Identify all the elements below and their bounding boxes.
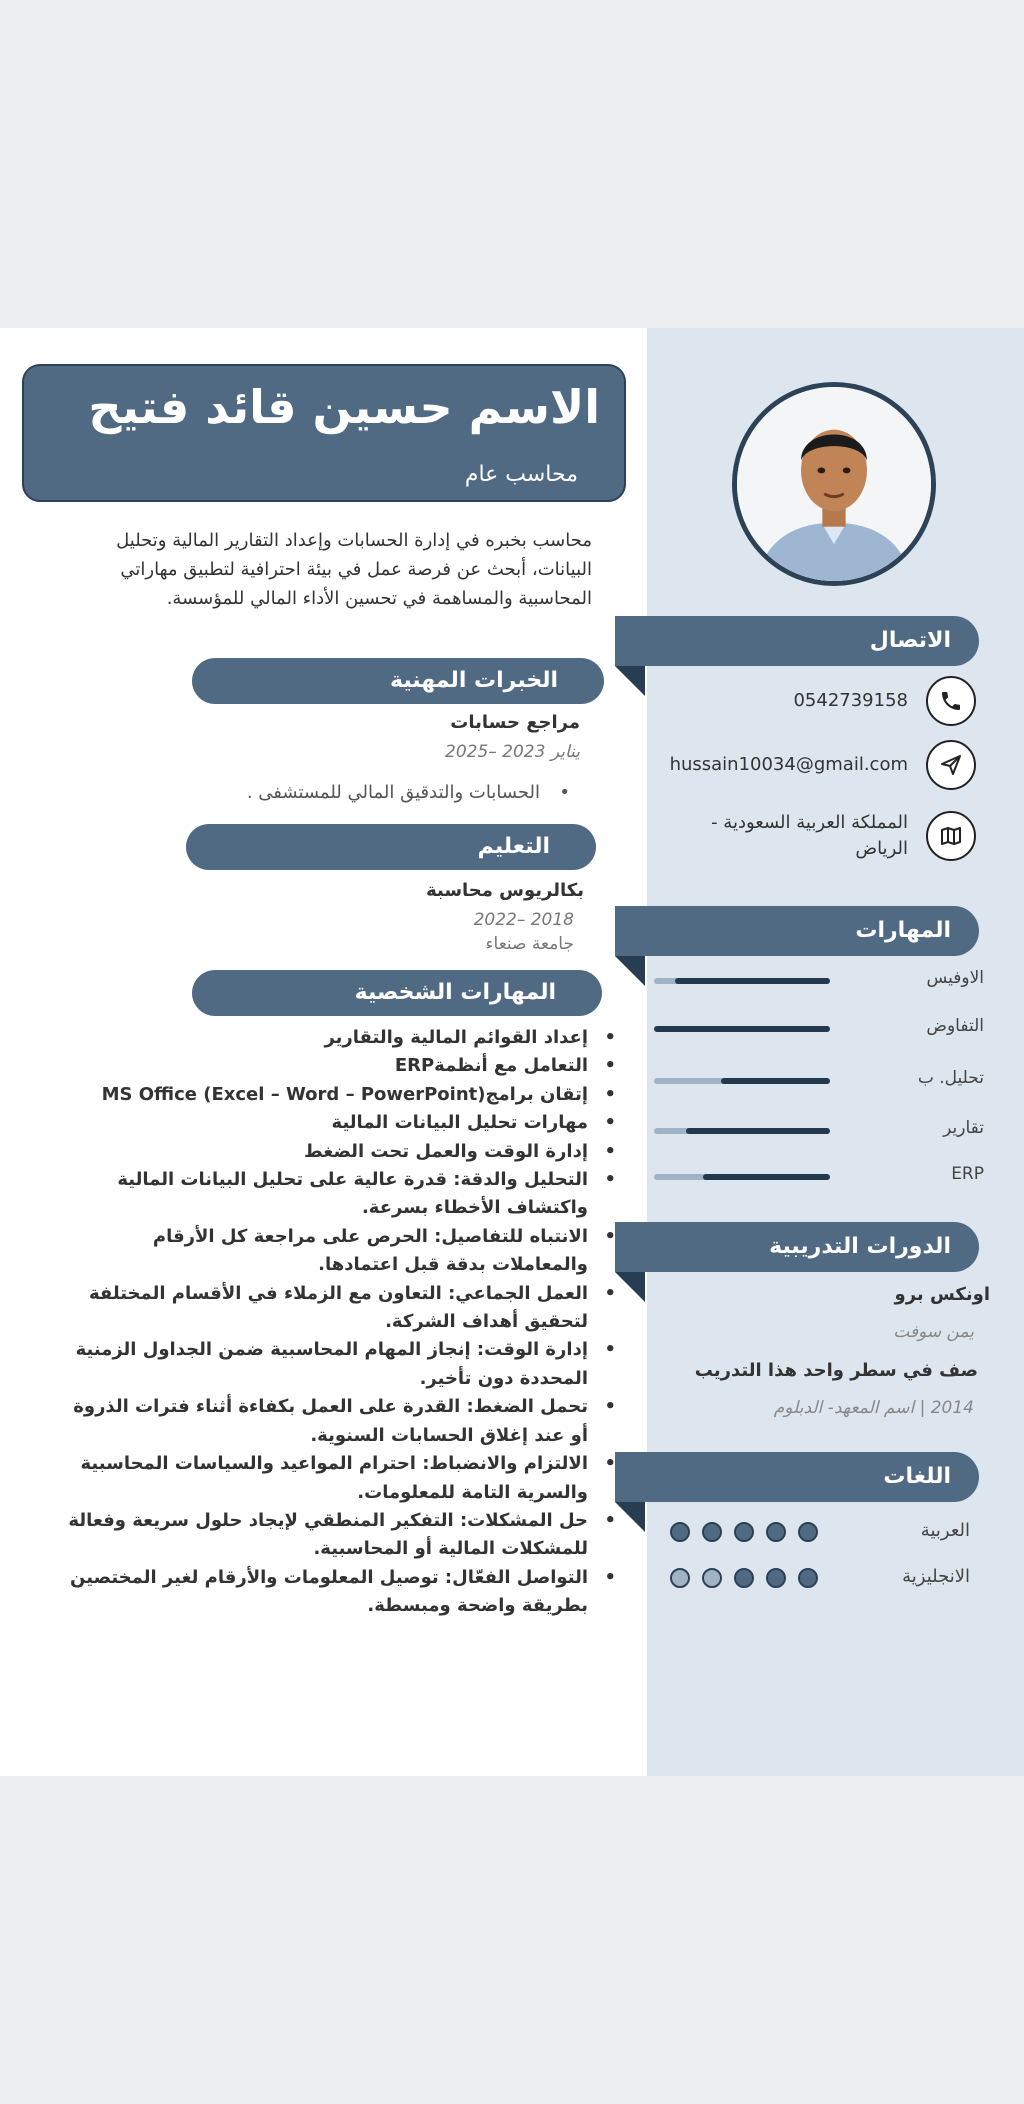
personal-skill-item: • حل المشكلات: التفكير المنطقي لإيجاد حلول سريعة وفعالة للمشكلات المالية أو المحاسبية. — [60, 1507, 600, 1564]
language-level-dots — [670, 1568, 818, 1588]
skill-row — [654, 968, 984, 992]
education-heading — [186, 824, 596, 870]
education-date: 2018 –2022 — [473, 910, 574, 930]
ribbon-fold — [615, 1502, 645, 1532]
language-level-dot — [670, 1522, 690, 1542]
resume-sidebar — [647, 328, 1024, 1776]
language-label: العربية — [920, 1520, 970, 1541]
personal-skill-item: • تحمل الضغط: القدرة على العمل بكفاءة أثناء فترات الذروة أو عند إغلاق الحسابات السنوية. — [60, 1393, 600, 1450]
skill-level-fill — [654, 1026, 830, 1032]
skill-level-fill — [686, 1128, 830, 1134]
skills-heading — [615, 906, 979, 956]
languages-heading — [615, 1452, 979, 1502]
skill-level-bar — [654, 1128, 830, 1134]
phone-text: 0542739158 — [793, 690, 908, 711]
skill-label: الاوفيس — [926, 968, 984, 988]
skill-level-bar — [654, 1174, 830, 1180]
language-row — [670, 1520, 970, 1548]
contact-heading — [615, 616, 979, 666]
skill-label: ERP — [951, 1164, 984, 1184]
personal-skill-item: • إدارة الوقت: إنجاز المهام المحاسبية ضمن الجداول الزمنية المحددة دون تأخير. — [60, 1336, 600, 1393]
experience-bullet: • الحسابات والتدقيق المالي للمستشفى . — [247, 782, 540, 803]
personal-skills-heading — [192, 970, 602, 1016]
personal-skills-list — [60, 1024, 600, 1621]
experience-date: يناير 2023 –2025 — [445, 742, 580, 762]
skill-row — [654, 1016, 984, 1040]
skill-level-fill — [703, 1174, 830, 1180]
profile-photo — [732, 382, 936, 586]
ribbon-fold — [615, 666, 645, 696]
personal-skill-item: • إتقان برامج(MS Office (Excel – Word – PowerPoint — [60, 1081, 600, 1109]
personal-skill-item: • العمل الجماعي: التعاون مع الزملاء في الأقسام المختلفة لتحقيق أهداف الشركة. — [60, 1280, 600, 1337]
skill-label: تحليل. ب — [917, 1068, 984, 1088]
email-text: hussain10034@gmail.com — [669, 754, 908, 775]
course-title: صف في سطر واحد هذا التدريب — [694, 1360, 978, 1381]
experience-title: مراجع حسابات — [450, 712, 580, 733]
education-heading-text: التعليم — [477, 834, 550, 859]
personal-skill-item: • التعامل مع أنظمةERP — [60, 1052, 600, 1080]
person-photo-icon — [737, 387, 931, 581]
experience-heading — [192, 658, 604, 704]
language-level-dot — [734, 1568, 754, 1588]
languages-heading-text: اللغات — [883, 1464, 951, 1489]
phone-icon — [926, 676, 976, 726]
language-level-dot — [702, 1522, 722, 1542]
personal-skill-item: • إعداد القوائم المالية والتقارير — [60, 1024, 600, 1052]
education-degree: بكالريوس محاسبة — [426, 880, 584, 901]
skill-row — [654, 1068, 984, 1092]
contact-email[interactable] — [656, 740, 976, 790]
send-icon — [926, 740, 976, 790]
personal-skill-item: • مهارات تحليل البيانات المالية — [60, 1109, 600, 1137]
job-title: محاسب عام — [464, 462, 578, 487]
personal-skill-item: • الالتزام والانضباط: احترام المواعيد والسياسات المحاسبية والسرية التامة للمعلومات. — [60, 1450, 600, 1507]
language-label: الانجليزية — [902, 1566, 970, 1587]
language-level-dot — [702, 1568, 722, 1588]
skill-level-fill — [721, 1078, 830, 1084]
header-name-box — [22, 364, 626, 502]
skill-row — [654, 1118, 984, 1142]
full-name: الاسم حسين قائد فتيح — [88, 380, 600, 434]
address-text: المملكة العربية السعودية - الرياض — [711, 812, 908, 859]
personal-skill-item: • التحليل والدقة: قدرة عالية على تحليل البيانات المالية واكتشاف الأخطاء بسرعة. — [60, 1166, 600, 1223]
personal-skills-heading-text: المهارات الشخصية — [354, 980, 556, 1005]
courses-heading — [615, 1222, 979, 1272]
language-level-dots — [670, 1522, 818, 1542]
course-sub: 2014 | اسم المعهد- الدبلوم — [773, 1398, 974, 1418]
education-school: جامعة صنعاء — [485, 934, 574, 954]
skill-level-bar — [654, 1026, 830, 1032]
course-sub: يمن سوفت — [893, 1322, 974, 1342]
contact-address — [656, 810, 976, 862]
contact-phone[interactable] — [656, 676, 976, 726]
map-icon — [926, 811, 976, 861]
summary-text: محاسب بخبره في إدارة الحسابات وإعداد التقارير المالية وتحليل البيانات، أبحث عن فرصة عمل في بيئة احترافية لتطبيق مهاراتي المحاسبية والمساهمة في تحسين الأداء المالي للمؤسسة. — [116, 530, 592, 609]
skills-heading-text: المهارات — [855, 918, 951, 943]
language-row — [670, 1566, 970, 1594]
skill-level-bar — [654, 978, 830, 984]
skill-level-bar — [654, 1078, 830, 1084]
course-title: اونكس برو — [894, 1284, 990, 1305]
experience-heading-text: الخبرات المهنية — [389, 668, 558, 693]
skill-label: التفاوض — [926, 1016, 984, 1036]
skill-row — [654, 1164, 984, 1188]
language-level-dot — [766, 1568, 786, 1588]
skill-level-fill — [675, 978, 830, 984]
language-level-dot — [766, 1522, 786, 1542]
personal-skill-item: • الانتباه للتفاصيل: الحرص على مراجعة كل الأرقام والمعاملات بدقة قبل اعتمادها. — [60, 1223, 600, 1280]
language-level-dot — [798, 1568, 818, 1588]
contact-heading-text: الاتصال — [869, 628, 951, 653]
ribbon-fold — [615, 1272, 645, 1302]
skill-label: تقارير — [943, 1118, 984, 1138]
language-level-dot — [670, 1568, 690, 1588]
courses-heading-text: الدورات التدريبية — [769, 1234, 951, 1259]
language-level-dot — [734, 1522, 754, 1542]
personal-skill-item: • التواصل الفعّال: توصيل المعلومات والأرقام لغير المختصين بطريقة واضحة ومبسطة. — [60, 1564, 600, 1621]
personal-skill-item: • إدارة الوقت والعمل تحت الضغط — [60, 1138, 600, 1166]
language-level-dot — [798, 1522, 818, 1542]
ribbon-fold — [615, 956, 645, 986]
